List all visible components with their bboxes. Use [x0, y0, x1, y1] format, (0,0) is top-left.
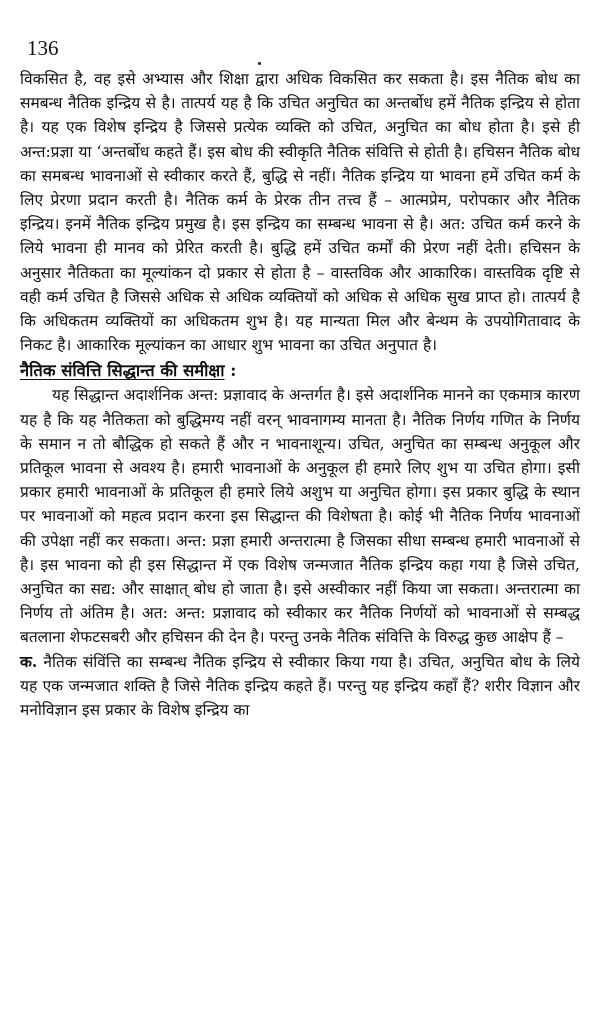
section-heading-title: नैतिक संवित्ति सिद्धान्त की समीक्षा [20, 361, 225, 381]
page-number: 136 [27, 36, 59, 60]
page-body [20, 67, 580, 722]
print-speck [258, 62, 261, 65]
paragraph-1: विकसित है, वह इसे अभ्यास और शिक्षा द्वारा अधिक विकसित कर सकता है। इस नैतिक बोध का समबन्ध नैतिक इन्द्रिय से है। तात्पर्य यह है कि उचित अनुचित का अन्तर्बोध हमें नैतिक इन्द्रिय से होता है। यह एक विशेष इन्द्रिय है जिससे प्रत्येक व्यक्ति को उचित, अनुचित का बोध होता है। इसे ही अन्त:प्रज्ञा या ‘अन्तर्बोध कहते हैं। इस बोध की स्वीकृति नैतिक संवित्ति से होती है। हचिसन नैतिक बोध का समबन्ध भावनाओं से स्वीकार करते हैं, बुद्धि से नहीं। नैतिक इन्द्रिय या भावना हमें उचित कर्म के लिए प्रेरणा प्रदान करती है। नैतिक कर्म के प्रेरक तीन तत्त्व हैं – आत्मप्रेम, परोपकार और नैतिक इन्द्रिय। इनमें नैतिक इन्द्रिय प्रमुख है। इस इन्द्रिय का सम्बन्ध भावना से है। अत: उचित कर्म करने के लिये भावना ही मानव को प्रेरित करती है। बुद्धि हमें उचित कर्मों की प्रेरण नहीं देती। हचिसन के अनुसार नैतिकता का मूल्यांकन दो प्रकार से होता है – वास्तविक और आकारिक। वास्तविक दृष्टि से वही कर्म उचित है जिससे अधिक से अधिक व्यक्तियों को अधिक से अधिक सुख प्राप्त हो। तात्पर्य है कि अधिकतम व्यक्तियों का अधिकतम शुभ है। यह मान्यता मिल और बेन्थम के उपयोगितावाद के निकट है। आकारिक मूल्यांकन का आधार शुभ भावना का उचित अनुपात है। [20, 70, 580, 355]
section-heading [20, 359, 580, 383]
point-ka-label: क. [20, 651, 38, 671]
paragraph-2: यह सिद्धान्त अदार्शनिक अन्त: प्रज्ञावाद के अन्तर्गत है। इसे अदार्शनिक मानने का एकमात्र कारण यह है कि यह नैतिकता को बुद्धिमग्य नहीं वरन् भावनागम्य मानता है। नैतिक निर्णय गणित के निर्णय के समान न तो बौद्धिक हो सकते हैं और न भावनाशून्य। उचित, अनुचित का सम्बन्ध अनुकूल और प्रतिकूल भावना से अवश्य है। हमारी भावनाओं के अनुकूल ही हमारे लिए शुभ या उचित होगा। इसी प्रकार हमारी भावनाओं के प्रतिकूल ही हमारे लिये अशुभ या अनुचित होगा। इस प्रकार बुद्धि के स्थान पर भावनाओं को महत्व प्रदान करना इस सिद्धान्त की विशेषता है। कोई भी नैतिक निर्णय भावनाओं की उपेक्षा नहीं कर सकता। अन्त: प्रज्ञा हमारी अन्तरात्मा है जिसका सीधा सम्बन्ध हमारी भावनाओं से है। इस भावना को ही इस सिद्धान्त में एक विशेष जन्मजात नैतिक इन्द्रिय कहा गया है जिसे उचित, अनुचित का सद्य: और साक्षात् बोध हो जाता है। इसे अस्वीकार नहीं किया जा सकता। अन्तरात्मा का निर्णय तो अंतिम है। अत: अन्त: प्रज्ञावाद को स्वीकार कर नैतिक निर्णयों को भावनाओं से सम्बद्ध बतलाना शेफटसबरी और हचिसन की देन है। परन्तु उनके नैतिक संवित्ति के विरुद्ध कुछ आक्षेप हैं – [20, 386, 580, 647]
point-ka [20, 650, 580, 723]
section-heading-colon: : [224, 361, 237, 381]
point-ka-text: नैतिक संविंत्ति का सम्बन्ध नैतिक इन्द्रिय से स्वीकार किया गया है। उचित, अनुचित बोध के लिये यह एक जन्मजात शक्ति है जिसे नैतिक इन्द्रिय कहते हैं। परन्तु यह इन्द्रिय कहाँ हैं? शरीर विज्ञान और मनोविज्ञान इस प्रकार के विशेष इन्द्रिय का [20, 652, 580, 720]
